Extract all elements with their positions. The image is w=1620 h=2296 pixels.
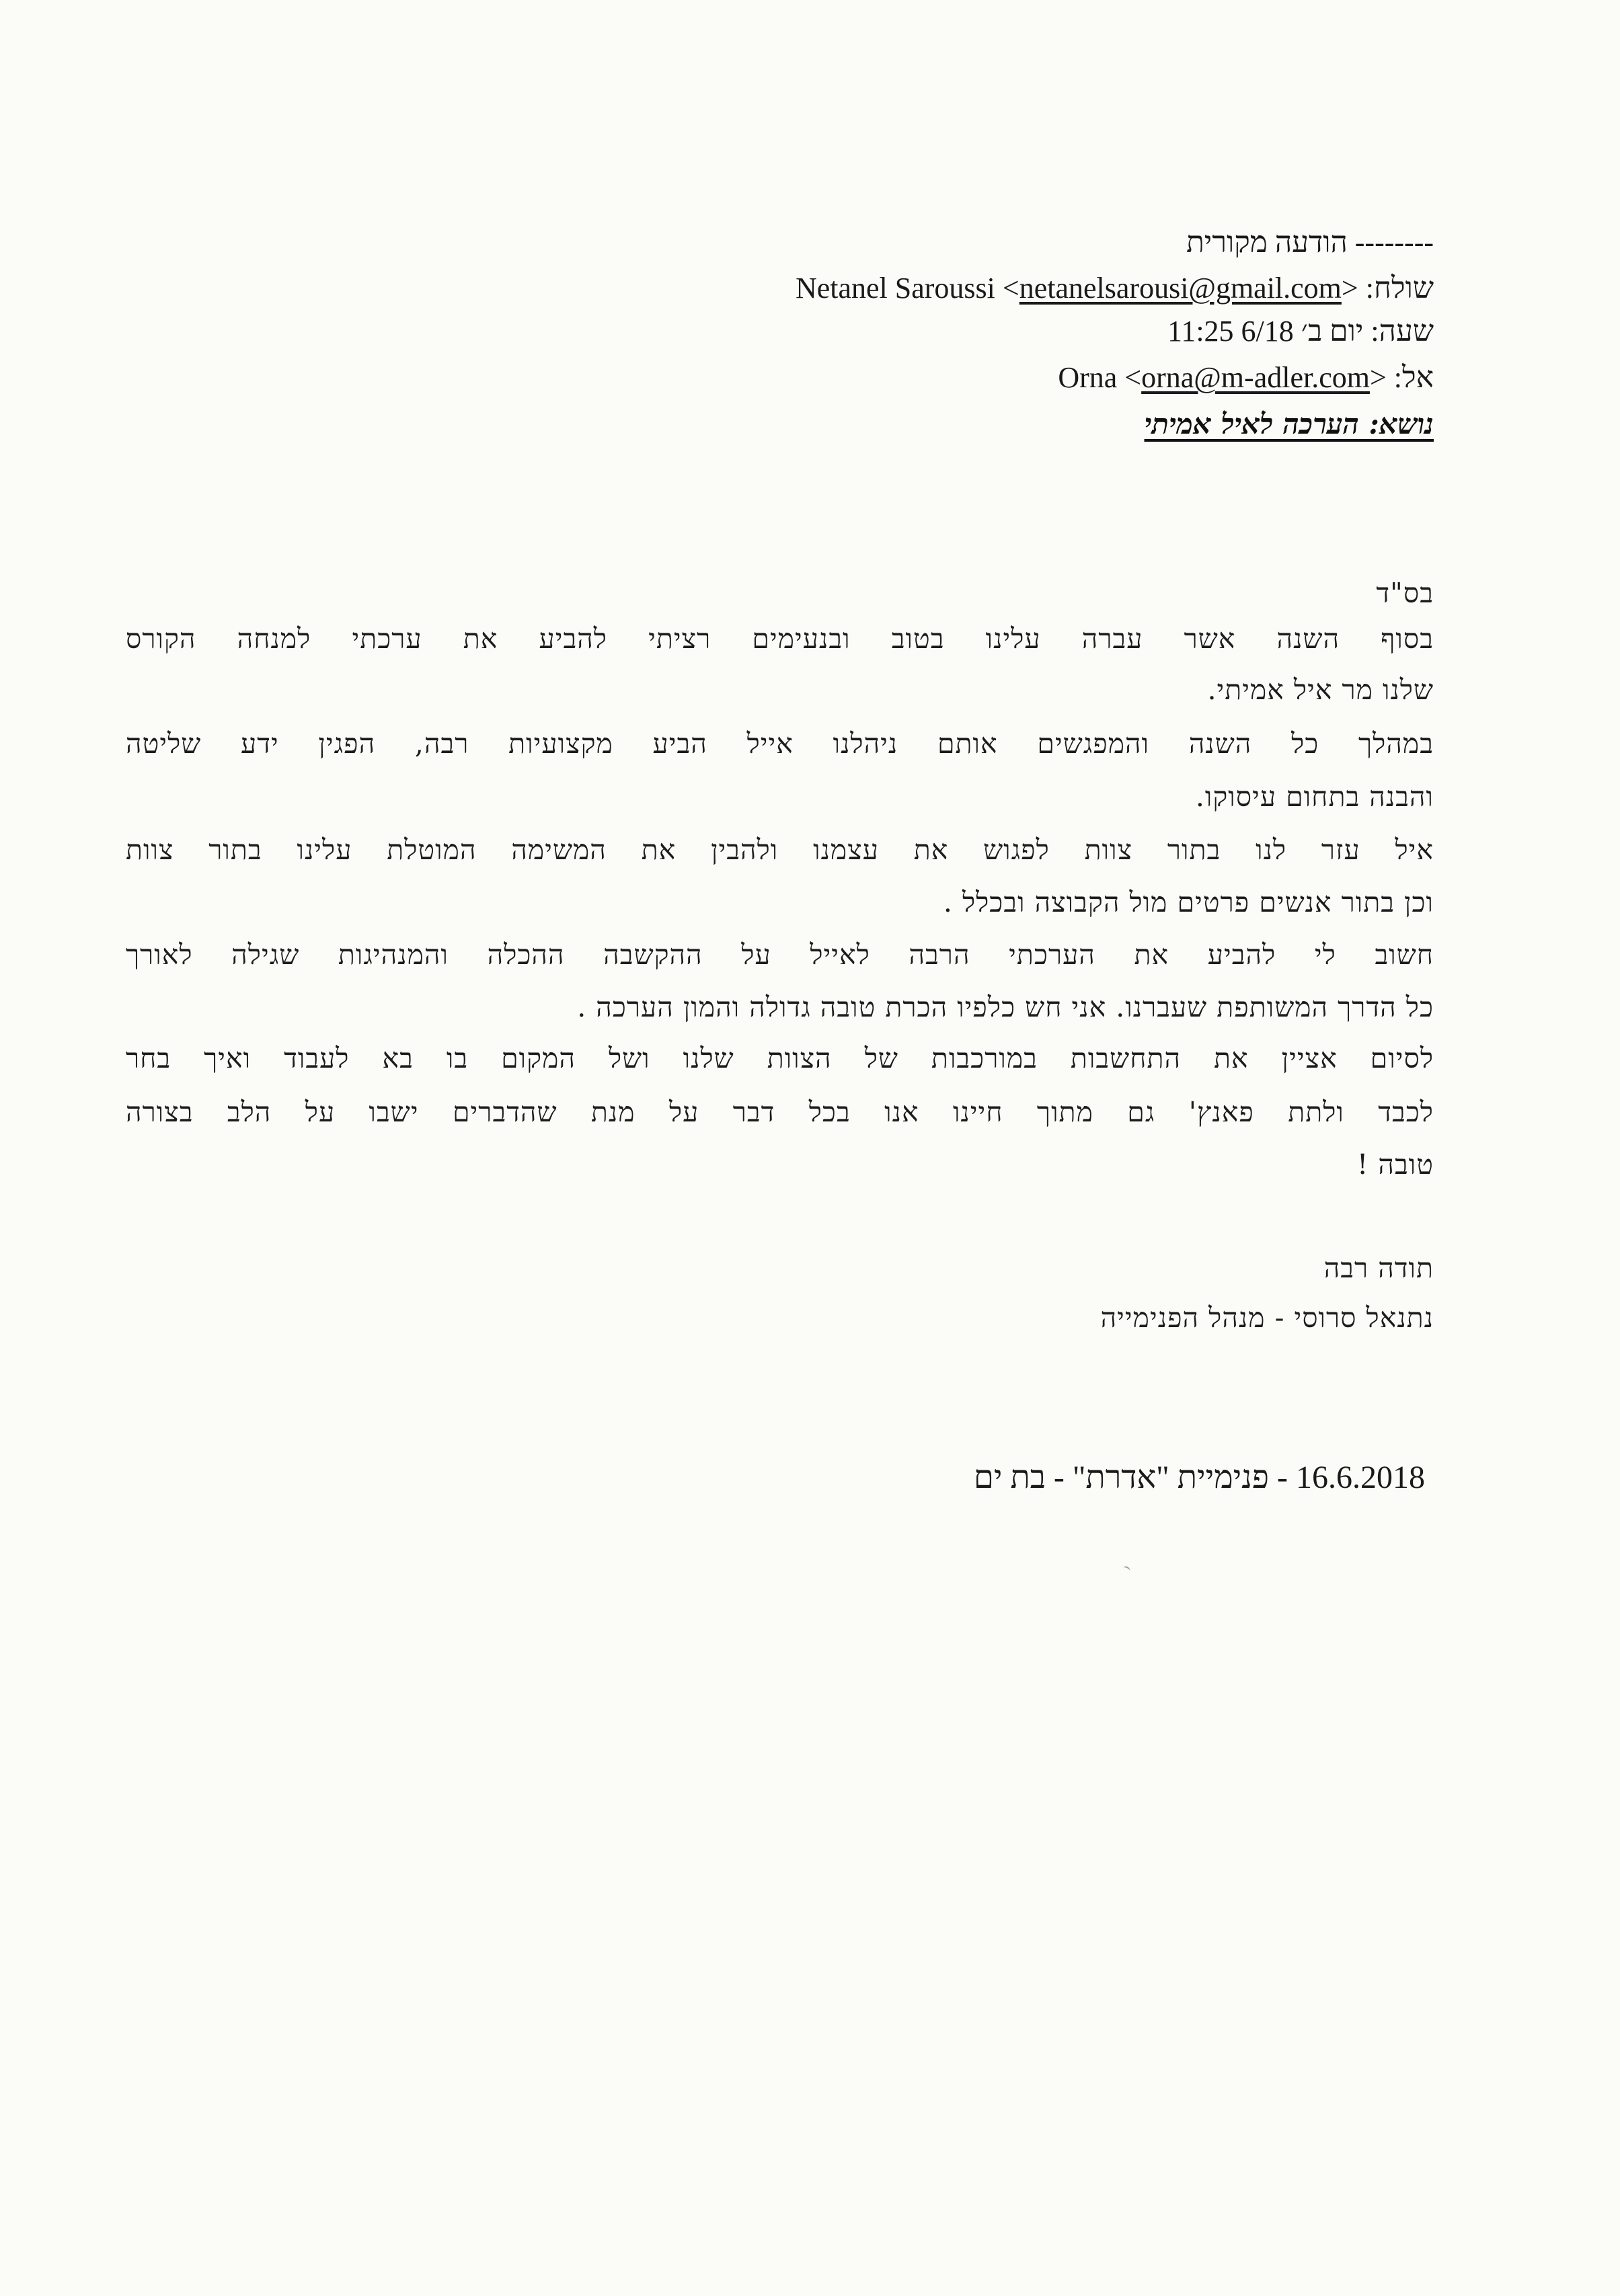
letter-line-1: בסוף השנה אשר עברה עלינו בטוב ובנעימים רציתי להביע את ערכתי למנחה הקורס [126, 623, 1434, 655]
footer-text: 16.6.2018 - פנימיית "אדרת" - בת ים [973, 1460, 1425, 1495]
to-name: Orna [1058, 361, 1118, 394]
letter-line-11: טובה ! [1356, 1148, 1434, 1181]
letter-line-7: חשוב לי להביע את הערכתי הרבה לאייל על ההקשבה ההכלה והמנהיגות שגילה לאורך [126, 939, 1434, 971]
original-message-line [1186, 225, 1434, 260]
from-line [796, 271, 1434, 305]
letter-line-5: איל עזר לנו בתור צוות לפגוש את עצמנו ולהבין את המשימה המוטלת עלינו בתור צוות [126, 834, 1434, 866]
letter-line-6: וכן בתור אנשים פרטים מול הקבוצה ובכלל . [943, 886, 1434, 918]
letter-line-4: והבנה בתחום עיסוקו. [1195, 781, 1434, 813]
from-address: Netanel Saroussi <netanelsarousi@gmail.com> [795, 272, 1358, 305]
from-email-link[interactable]: netanelsarousi@gmail.com [1019, 272, 1342, 305]
letter-line-3: במהלך כל השנה והמפגשים אותם ניהלנו אייל הביע מקצועיות רבה, הפגין ידע שליטה [126, 727, 1434, 760]
from-name: Netanel Saroussi [795, 272, 995, 305]
email-subject: נושא: הערכה לאיל אמיתי [1144, 407, 1434, 440]
time-label: שעה: [1371, 315, 1434, 348]
letter-line-8: כל הדרך המשותפת שעברנו. אני חש כלפיו הכרת טובה גדולה והמון הערכה . [577, 991, 1434, 1023]
thanks-line: תודה רבה [1323, 1252, 1434, 1284]
from-label: שולח: [1365, 272, 1434, 305]
to-label: אל: [1393, 361, 1434, 394]
signature-line: נתנאל סרוסי - מנהל הפנימייה [1100, 1302, 1434, 1334]
original-message-label: -------- הודעה מקורית [1186, 226, 1434, 259]
footer-line [974, 1459, 1425, 1496]
subject-line [1145, 407, 1434, 441]
bsd-mark: בס"ד [1376, 577, 1434, 609]
letter-line-10: לכבד ולתת פאנץ' גם מתוך חיינו אנו בכל דבר על מנת שהדברים ישבו על הלב בצורה [126, 1096, 1434, 1128]
time-line [1167, 314, 1434, 348]
time-value: יום ב׳ 6/18 11:25 [1167, 315, 1364, 348]
scan-speck [1122, 1565, 1130, 1573]
to-email-link[interactable]: orna@m-adler.com [1141, 361, 1370, 394]
to-address: Orna <orna@m-adler.com> [1058, 361, 1387, 394]
letter-line-2: שלנו מר איל אמיתי. [1207, 674, 1434, 706]
to-line [1058, 360, 1434, 395]
letter-line-9: לסיום אציין את התחשבות במורכבות של הצוות שלנו ושל המקום בו בא לעבוד ואיך בחר [126, 1042, 1434, 1074]
